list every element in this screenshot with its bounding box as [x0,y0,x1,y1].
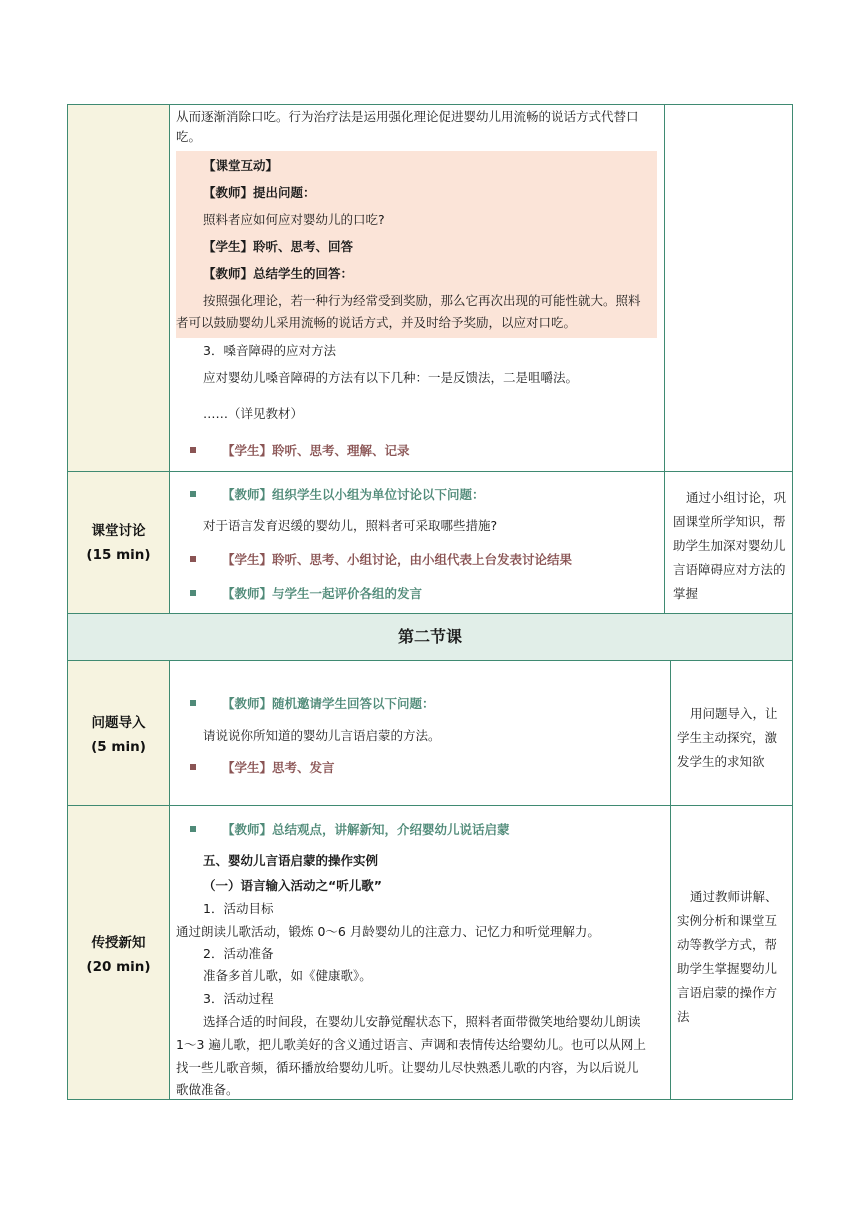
bullet-square-icon [190,826,196,832]
row2-label-duration: (15 min) [86,547,151,563]
section-title: 第二节课 [397,627,462,646]
student-activity-text: 【学生】聆听、思考、小组讨论，由小组代表上台发表讨论结果 [222,552,573,567]
item3-text: 应对婴幼儿嗓音障碍的方法有以下几种：一是反馈法，二是咀嚼法。 [203,370,579,385]
grid-line [670,661,671,1099]
prep-title: 2．活动准备 [203,946,274,961]
row3-label [68,711,169,759]
grid-line [169,105,170,614]
teacher-instruction-text: 【教师】随机邀请学生回答以下问题： [222,696,435,711]
row2-label-title: 课堂讨论 [91,523,146,539]
paragraph-line: 从而逐渐消除口吃。行为治疗法是运用强化理论促进婴幼儿用流畅的说话方式代替口 [176,109,639,124]
row4-label-title: 传授新知 [91,935,146,951]
interaction-question: 照料者应如何应对婴幼儿的口吃? [203,212,385,227]
process-line: 歌做准备。 [176,1082,239,1097]
row3-label-title: 问题导入 [91,715,146,731]
grid-line [68,660,792,661]
student-note-text: 【学生】聆听、思考、理解、记录 [222,443,410,458]
prep-text: 准备多首儿歌，如《健康歌》。 [203,968,372,983]
grid-line [68,805,792,806]
teacher-instruction-text: 【教师】组织学生以小组为单位讨论以下问题： [222,487,485,502]
see-textbook: ……（详见教材） [203,406,304,421]
paragraph-line: 吃。 [176,129,202,144]
intro-question: 请说说你所知道的婴幼儿言语启蒙的方法。 [203,728,441,743]
process-line: 找一些儿歌音频，循环播放给婴幼儿听。让婴幼儿尽快熟悉儿歌的内容，为以后说儿 [176,1060,639,1075]
process-line: 1～3 遍儿歌，把儿歌美好的含义通过语言、声调和表情传达给婴幼儿。也可以从网上 [176,1037,646,1052]
process-title: 3．活动过程 [203,991,274,1006]
teacher-instruction [190,694,435,714]
bullet-square-icon [190,590,196,596]
row3-note: 用问题导入，让学生主动探究，激发学生的求知欲 [677,706,778,769]
teacher-instruction-text: 【教师】总结观点，讲解新知，介绍婴幼儿说话启蒙 [222,822,510,837]
interaction-title: 【课堂互动】 [203,158,279,173]
teacher-evaluation [190,584,422,604]
teacher-evaluation-text: 【教师】与学生一起评价各组的发言 [222,586,423,601]
teacher-summary-label: 【教师】总结学生的回答： [203,266,354,281]
row4-label [68,931,169,979]
bullet-square-icon [190,491,196,497]
item3-title: 3．嗓音障碍的应对方法 [203,343,336,358]
subsection-heading: （一）语言输入活动之“听儿歌” [203,878,382,893]
row2-label [68,519,169,567]
goal-text: 通过朗读儿歌活动，锻炼 0～6 月龄婴幼儿的注意力、记忆力和听觉理解力。 [176,924,600,939]
student-response-label: 【学生】聆听、思考、回答 [203,239,354,254]
bullet-square-icon [190,764,196,770]
grid-line [169,661,170,1099]
student-activity [190,758,335,778]
answer-line: 者可以鼓励婴幼儿采用流畅的说话方式，并及时给予奖励，以应对口吃。 [176,315,577,330]
grid-line [664,105,665,614]
row2-note: 通过小组讨论，巩固课堂所学知识，帮助学生加深对婴幼儿言语障碍应对方法的掌握 [673,490,787,601]
row3-label-duration: (5 min) [91,739,146,755]
grid-line [68,471,792,472]
teacher-question-label: 【教师】提出问题： [203,185,316,200]
teacher-instruction [190,820,510,840]
goal-title: 1．活动目标 [203,901,274,916]
section-heading: 五、婴幼儿言语启蒙的操作实例 [203,853,379,868]
student-note [190,441,410,461]
teacher-instruction [190,485,485,505]
answer-line: 按照强化理论，若一种行为经常受到奖励，那么它再次出现的可能性就大。照料 [203,293,641,308]
student-activity-text: 【学生】思考、发言 [222,760,335,775]
bullet-square-icon [190,556,196,562]
student-activity [190,550,572,570]
bullet-square-icon [190,700,196,706]
bullet-square-icon [190,447,196,453]
row4-label-duration: (20 min) [86,959,151,975]
discussion-question: 对于语言发育迟缓的婴幼儿，照料者可采取哪些措施? [203,518,498,533]
process-line: 选择合适的时间段，在婴幼儿安静觉醒状态下，照料者面带微笑地给婴幼儿朗读 [203,1014,641,1029]
row4-note: 通过教师讲解、实例分析和课堂互动等教学方式，帮助学生掌握婴幼儿言语启蒙的操作方法 [677,889,778,1024]
